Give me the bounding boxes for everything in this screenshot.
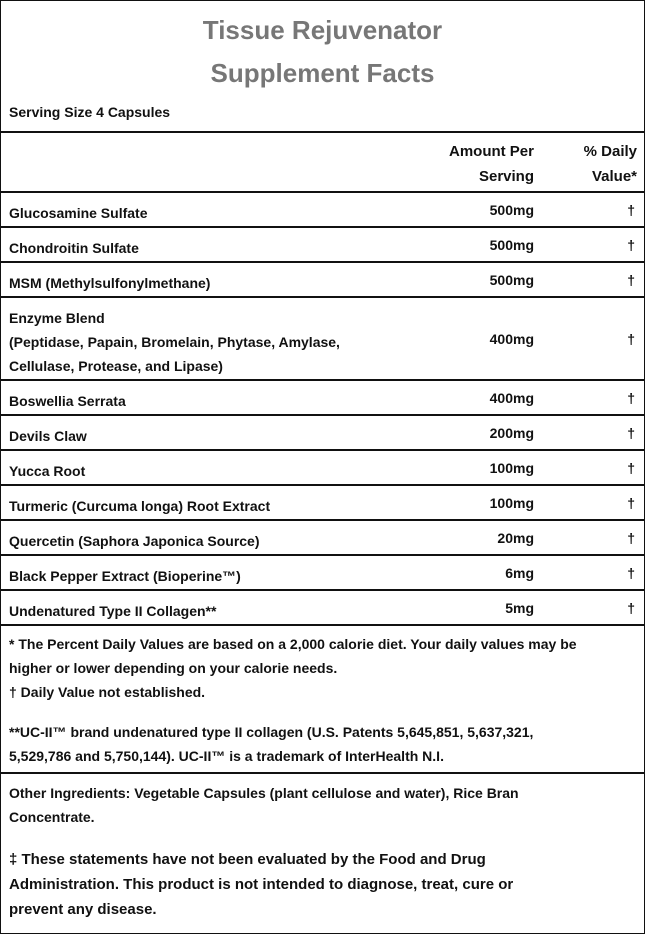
ingredient-dv: †	[627, 237, 635, 253]
other-ingredients-text-2: Concentrate.	[9, 809, 95, 825]
ingredient-row	[1, 451, 644, 486]
ingredient-amount: 500mg	[489, 202, 534, 218]
column-header	[1, 133, 644, 193]
ingredient-name: Yucca Root	[9, 463, 86, 479]
ingredient-dv: †	[627, 600, 635, 616]
footnote-line: * The Percent Daily Values are based on a 2,000 calorie diet. Your daily values may be	[9, 636, 577, 652]
ingredient-name: Quercetin (Saphora Japonica Source)	[9, 533, 260, 549]
ingredient-dv: †	[627, 202, 635, 218]
amount-header-line1: Amount Per	[448, 143, 534, 160]
footnote-line: **UC-II™ brand undenatured type II collagen (U.S. Patents 5,645,851, 5,637,321,	[9, 724, 534, 740]
footnote-line: † Daily Value not established.	[9, 684, 206, 700]
other-ingredients-label: Other Ingredients:	[9, 785, 131, 801]
ingredient-name: Black Pepper Extract (Bioperine™)	[9, 568, 241, 584]
dv-header-line1: % Daily	[583, 143, 637, 160]
ingredient-dv: †	[627, 530, 635, 546]
ingredient-amount: 200mg	[489, 425, 534, 441]
disclaimer-line: prevent any disease.	[9, 901, 157, 918]
ingredient-row	[1, 193, 644, 228]
ingredient-amount: 400mg	[489, 331, 534, 347]
ingredient-name-block	[9, 306, 340, 378]
footnotes	[1, 626, 644, 774]
daily-value-header	[584, 139, 637, 189]
ingredient-name: Enzyme Blend	[9, 310, 105, 326]
ingredient-row	[1, 228, 644, 263]
disclaimer-line: ‡ These statements have not been evaluated by the Food and Drug	[9, 851, 486, 868]
footnote-line: higher or lower depending on your calorie needs.	[9, 660, 338, 676]
ingredient-amount: 100mg	[489, 460, 534, 476]
ingredient-amount: 500mg	[489, 237, 534, 253]
product-title: Tissue Rejuvenator	[202, 15, 443, 45]
other-ingredients-line	[9, 781, 636, 805]
ingredient-subtext: (Peptidase, Papain, Bromelain, Phytase, Amylase,	[9, 334, 340, 350]
ingredient-dv: †	[627, 460, 635, 476]
disclaimer-line: Administration. This product is not intended to diagnose, treat, cure or	[9, 876, 514, 893]
amount-per-serving-header	[449, 139, 534, 189]
ingredient-name: Turmeric (Curcuma longa) Root Extract	[9, 498, 271, 514]
ingredient-dv: †	[627, 565, 635, 581]
spacer	[9, 704, 636, 720]
ingredient-row	[1, 486, 644, 521]
ingredient-dv: †	[627, 390, 635, 406]
ingredient-amount: 100mg	[489, 495, 534, 511]
ingredient-name: MSM (Methylsulfonylmethane)	[9, 275, 211, 291]
footnote-line: 5,529,786 and 5,750,144). UC-II™ is a trademark of InterHealth N.I.	[9, 748, 444, 764]
ingredient-row	[1, 381, 644, 416]
ingredient-amount: 400mg	[489, 390, 534, 406]
ingredient-row	[1, 521, 644, 556]
ingredient-name: Glucosamine Sulfate	[9, 205, 148, 221]
ingredient-dv: †	[627, 331, 635, 347]
ingredient-row	[1, 556, 644, 591]
ingredient-dv: †	[627, 272, 635, 288]
fda-disclaimer	[1, 829, 644, 922]
amount-header-line2: Serving	[478, 168, 534, 185]
ingredient-name: Undenatured Type II Collagen**	[9, 603, 217, 619]
ingredient-subtext: Cellulase, Protease, and Lipase)	[9, 358, 223, 374]
ingredient-amount: 5mg	[505, 600, 534, 616]
ingredient-amount: 500mg	[489, 272, 534, 288]
ingredient-amount: 20mg	[497, 530, 534, 546]
other-ingredients	[1, 774, 644, 829]
ingredient-dv: †	[627, 495, 635, 511]
ingredient-amount: 6mg	[505, 565, 534, 581]
ingredient-row	[1, 298, 644, 381]
ingredient-row	[1, 263, 644, 298]
ingredient-name: Boswellia Serrata	[9, 393, 126, 409]
ingredient-row	[1, 591, 644, 626]
dv-header-line2: Value*	[591, 168, 637, 185]
ingredient-dv: †	[627, 425, 635, 441]
ingredient-name: Chondroitin Sulfate	[9, 240, 139, 256]
serving-size: Serving Size 4 Capsules	[1, 93, 644, 133]
facts-heading: Supplement Facts	[210, 58, 435, 88]
ingredient-name: Devils Claw	[9, 428, 87, 444]
title-block	[1, 1, 644, 93]
other-ingredients-text: Vegetable Capsules (plant cellulose and water), Rice Bran	[130, 785, 519, 801]
ingredient-row	[1, 416, 644, 451]
